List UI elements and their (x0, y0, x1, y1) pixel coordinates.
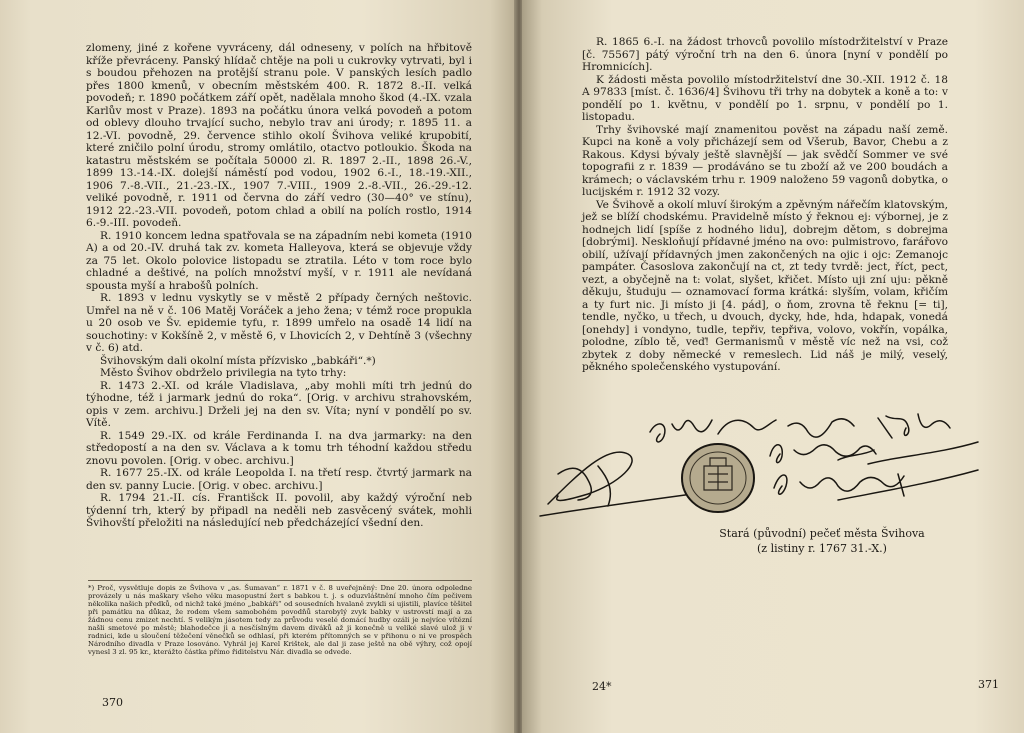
paragraph: Trhy švihovské mají znamenitou pověst na západu naší země. Kupci na koně a voly přicházejí sem od Všerub, Bavor, Chebu a z Rakous. Kdysi bývaly ještě slavnější — jak svědčí Sommer ve své topografii z r. 1839 — prodáváno se tu zboží až ve 200 boudách a krámech; o václavském trhu r. 1909 naloženo 59 vagonů dobytka, o lucijském r. 1912 32 vozy. (582, 123, 948, 198)
seal-caption (672, 526, 972, 556)
paragraph: R. 1893 v lednu vyskytly se v městě 2 případy černých neštovic. Umřel na ně v č. 106 Matěj Voráček a jeho žena; v témž roce propukla u 20 osob ve Šv. epidemie tyfu, r. 1899 umřelo na osadě 14 lidí na souchotiny: v Kokšíně 2, v městě 6, v Lhovicích 2, v Dehtíně 3 (všechny v č. 6) atd. (86, 292, 472, 354)
right-page-body (582, 36, 948, 374)
page-number: 370 (102, 696, 123, 709)
paragraph: R. 1549 29.-IX. od krále Ferdinanda I. na dva jarmarky: na den středopostí a na den sv. Václava a k tomu trh téhodní každou středu znovu povolen. [Orig. v obec. archivu.] (86, 429, 472, 467)
paragraph: K žádosti města povolilo místodržitelství dne 30.-XII. 1912 č. 18 A 97833 [míst. č. 1636/4] Švihovu tři trhy na dobytek a koně a to: v pondělí po 1. květnu, v pondělí po 1. srpnu, v pondělí po 1. listopadu. (582, 73, 948, 123)
paragraph: R. 1910 koncem ledna spatřovala se na západním nebi kometa (1910 A) a od 20.-IV. druhá tak zv. kometa Halleyova, která se objevuje vždy za 75 let. Okolo polovice listopadu se ztratila. Léto v tom roce bylo chladné a deštivé, na polích množství myší, v r. 1911 ale nevídaná spousta myší a hrabošů polních. (86, 229, 472, 292)
handwritten-signatures (538, 404, 1018, 522)
signature-flourish-right (838, 442, 978, 500)
paragraph: R. 1677 25.-IX. od krále Leopolda I. na třetí resp. čtvrtý jarmark na den sv. panny Lucie. [Orig. v obec. archivu.] (86, 467, 472, 492)
seal-caption-title: Stará (původní) pečeť města Švihova (719, 527, 925, 540)
signature-stroke-1 (650, 414, 950, 442)
seal-caption-source: (z listiny r. 1767 31.-X.) (757, 542, 887, 555)
paragraph: Město Švihov obdrželo privilegia na tyto trhy: (100, 367, 347, 379)
signature-stroke-3 (774, 474, 904, 496)
paragraph: Švihovským dali okolní místa přízvisko „babkáři“.*) (100, 354, 376, 367)
seal-icon (682, 444, 754, 512)
paragraph: R. 1794 21.-II. cís. Františck II. povolil, aby každý výroční neb týdenní trh, který by připadl na neděli neb zasvěcený svátek, mohli Švihovští přeložiti na následující neb předcházející všední den. (86, 492, 472, 529)
right-page (522, 0, 1024, 733)
paragraph: R. 1473 2.-XI. od krále Vladislava, „aby mohli míti trh jednú do týhodne, též i jarmark jednú do roka“. [Orig. v archivu strahovském, opis v zem. archivu.] Drželi jej na den sv. Víta; nyní v pondělí po sv. Vítě. (86, 379, 472, 429)
left-page-body (86, 42, 472, 530)
footnote: *) Proč, vysvětluje dopis ze Švihova v „as. Šumavan“ r. 1871 v č. 8 uveřejněný: Dne 20. února odpoledne provázely u nás maškary všeho věku masopustní žert s babkou t. j. s oduzvláštnění mnoho čím pečivem několika našich předků, od nichž také jméno „babkáři“ od sousedních hvalaně zvykli si ujistili, plavíce těšitel při památku na důkaz, že rodem všem samobohém povodňů starobylý zvyk babky v ustrovstí mají a za žádnou cenu zmizet nechtí. S velikým jásotem tedy za průvodu veselé domácí hudby ozáli je nejvíce vítězní našli smetové po městě; blahodečce ji a nesčíslným davem diváků až ji konečně u veliké slavé ulož ji v radnici, kde u sloučení těžečení věnečků se odhlasí, při kterém přítomných se v přihonu o ni ve prospěch Národního divadla v Praze losováno. Vyhrál jej Karel Krištek, ale dal ji zase ještě na obě výhry, což opojí vynesl 3 zl. 95 kr., kterážto částka přímo řiditelstvu Nár. divadla se odvede. (88, 580, 472, 656)
signature-mark: 24* (592, 680, 612, 693)
paragraph: zlomeny, jiné z kořene vyvráceny, dál odneseny, v polích na hřbitově kříže převráceny. Panský hlídač chtěje na poli u cukrovky vytrvati, byl i s boudou přehozen na protější stranu pole. V panských lesích padlo přes 1800 kmenů, v obecním městském 400. R. 1872 8.-II. velká povodeň; r. 1890 počátkem září opět, nadělala mnoho škod (4.-IX. vzala Karlův most v Praze). 1893 na počátku února velká povodeň a potom od oblevy dlouho trvající sucho, nebylo trav ani úrody; r. 1895 11. a 12.-VI. povodně, 29. července stihlo okolí Švihova veliké krupobití, které zničilo polní úrodu, stromy omlátilo, otactvo potloukio. Škoda na katastru městském se počítala 50000 zl. R. 1897 2.-II., 1898 26.-V., 1899 13.-14.-IX. dolejší náměstí pod vodou, 1902 6.-I., 18.-19.-XII., 1906 7.-8.-VII., 21.-23.-IX., 1907 7.-VIII., 1909 2.-8.-VII., 26.-29.-12. veliké povodně, r. 1911 od června do září vedro (30—40° ve stínu), 1912 22.-23.-VII. povodeň, potom chlad a obilí na polích rostlo, 1914 6.-9.-III. povodeň. (86, 42, 472, 229)
paragraph: Ve Švihově a okolí mluví širokým a zpěvným nářečím klatovským, jež se blíží chodskému. Pravidelně místo ý řeknou ej: výbornej, je z hodnejch lidí [spíše z hodného lidu], dobrejm dětom, s dobrejma [dobrými]. Neskloňují přídavné jméno na ovo: pulmistrovo, farářovo obilí, užívají přídavných jmen zakončených na ojic i ojc: Zemanojc pampáter. Časoslova zakončují na ct, zt tedy tvrdě: ject, říct, pect, vezt, a obyčejně na t: volat, slyšet, křičet. Místo uji zní uju: pěkně děkuju, študuju — oznamovací forma krátká: slyším, volam, křičím a ty furt nic. Ji místo ji [4. pád], o ňom, zrovna tě řeknu [= ti], tendle, nyčko, u třech, u dvouch, dycky, hde, hda, hdapak, vonedá [onehdy] i vondyno, tudle, tepřiv, tepřiva, volovo, vokřín, vopálka, polodne, zíblo tě, veď! Germanismů v městě víc než na vsi, což zbytek z doby německé v remeslech. Lid náš je milý, veselý, pěkného společenského vystupování. (582, 198, 948, 373)
signature-stroke-2 (770, 445, 876, 463)
page-number: 371 (978, 678, 999, 691)
paragraph: R. 1865 6.-I. na žádost trhovců povolilo místodržitelství v Praze [č. 75567] pátý výroční trh na den 6. února [nyní v pondělí po Hromnicích]. (582, 36, 948, 73)
